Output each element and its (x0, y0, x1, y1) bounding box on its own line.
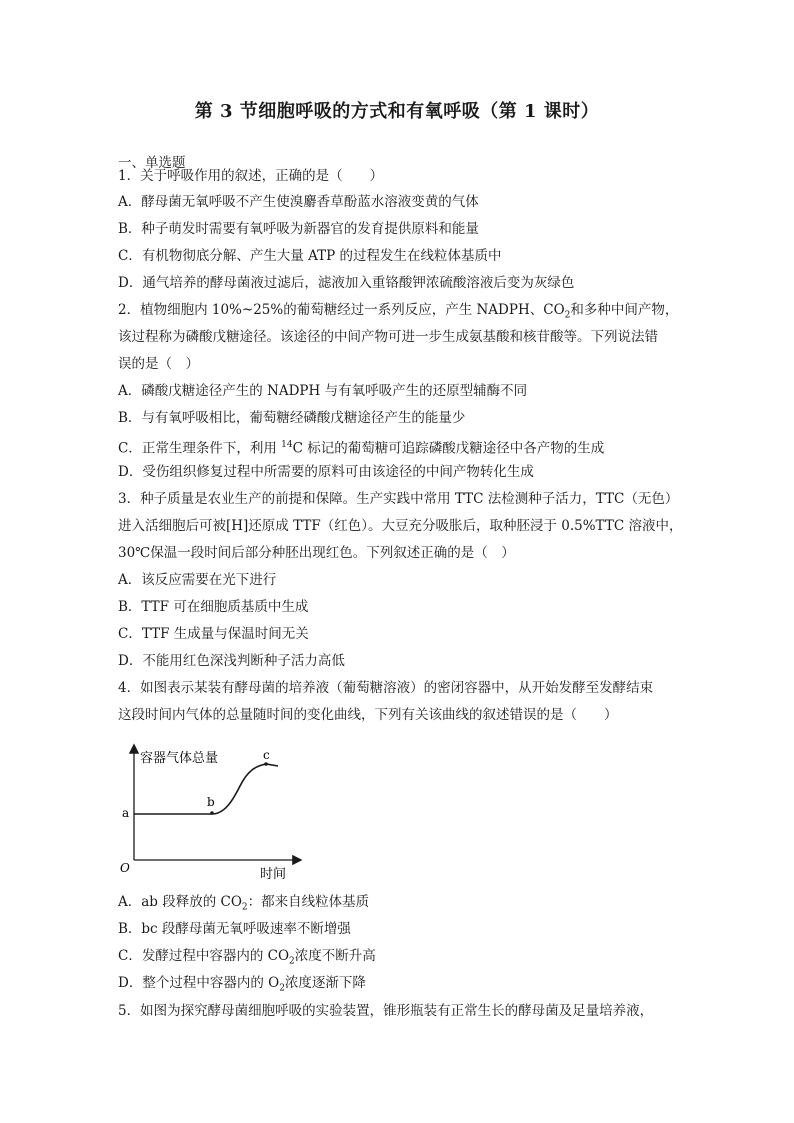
q3-stem-line2: 进入活细胞后可被[H]还原成 TTF（红色）。大豆充分吸胀后，取种胚浸于 0.5%TTC 溶液中， (118, 518, 683, 534)
section-heading: 一、单选题 (118, 155, 186, 171)
q5-stem-line1: 5．如图为探究酵母菌细胞呼吸的实验装置，锥形瓶装有正常生长的酵母菌及足量培养液， (118, 1003, 654, 1019)
q3-stem-line1: 3．种子质量是农业生产的前提和保障。生产实践中常用 TTC 法检测种子活力，TTC（无色） (118, 491, 679, 507)
q3-option-c: C．TTF 生成量与保温时间无关 (118, 626, 309, 642)
subscript: 2 (279, 983, 285, 994)
point-b-marker (210, 811, 214, 815)
point-b-label: b (207, 795, 215, 809)
q2-stem-line1 (118, 300, 678, 326)
q3-stem-line3: 30℃保温一段时间后部分种胚出现红色。下列叙述正确的是（ ） (118, 545, 515, 561)
gas-total-curve (134, 764, 278, 814)
q4-option-a-text: A．ab 段释放的 CO (118, 894, 242, 910)
q4-stem-line1: 4．如图表示某装有酵母菌的培养液（葡萄糖溶液）的密闭容器中，从开始发酵至发酵结束 (118, 680, 654, 696)
q4-option-a-text-cont: ：都来自线粒体基质 (247, 894, 370, 910)
q4-option-a (118, 892, 369, 918)
q2-option-c-text: C．正常生理条件下，利用 (118, 440, 282, 457)
q2-option-d: D．受伤组织修复过程中所需要的原料可由该途径的中间产物转化生成 (118, 464, 534, 480)
q4-option-c (118, 946, 376, 972)
point-a-label: a (122, 806, 130, 820)
q2-stem-line3: 误的是（ ） (118, 356, 199, 372)
q3-option-b: B．TTF 可在细胞质基质中生成 (118, 599, 309, 615)
superscript: 14 (281, 440, 293, 450)
q4-option-c-text-cont: 浓度不断升高 (294, 948, 376, 964)
subscript: 2 (241, 902, 248, 913)
q2-stem-text: 2．植物细胞内 10%~25%的葡萄糖经过一系列反应，产生 NADPH、CO (118, 302, 565, 318)
subscript: 2 (289, 956, 295, 967)
q4-option-d-text: D．整个过程中容器内的 O (118, 975, 280, 991)
x-axis-label: 时间 (260, 867, 287, 882)
gas-curve-svg (114, 742, 314, 882)
q2-option-c-text-cont: C 标记的葡萄糖可追踪磷酸戊糖途径中各产物的生成 (292, 440, 605, 457)
q2-option-b: B．与有氧呼吸相比，葡萄糖经磷酸戊糖途径产生的能量少 (118, 410, 466, 426)
subscript: 2 (564, 310, 571, 321)
q2-option-a: A．磷酸戊糖途径产生的 NADPH 与有氧呼吸产生的还原型辅酶不同 (118, 383, 528, 399)
q4-option-b: B．bc 段酵母菌无氧呼吸速率不断增强 (118, 921, 351, 937)
q2-option-c (118, 435, 604, 459)
q4-option-d (118, 973, 366, 999)
q3-option-a: A．该反应需要在光下进行 (118, 572, 277, 588)
origin-label: O (120, 861, 130, 875)
q4-option-d-text-cont: 浓度逐渐下降 (284, 975, 366, 991)
q1-option-b: B．种子萌发时需要有氧呼吸为新器官的发育提供原料和能量 (118, 221, 479, 237)
q1-option-d: D．通气培养的酵母菌液过滤后，滤液加入重铬酸钾浓硫酸溶液后变为灰绿色 (118, 275, 575, 291)
point-c-marker (264, 762, 268, 766)
gas-volume-figure (114, 742, 314, 882)
q2-stem-line2: 该过程称为磷酸戊糖途径。该途径的中间产物可进一步生成氨基酸和核苷酸等。下列说法错 (118, 329, 658, 345)
y-axis-label: 容器气体总量 (140, 751, 219, 766)
q3-option-d: D．不能用红色深浅判断种子活力高低 (118, 653, 345, 669)
point-c-label: c (263, 748, 270, 762)
q1-option-c: C．有机物彻底分解、产生大量 ATP 的过程发生在线粒体基质中 (118, 248, 502, 264)
q1-stem: 1．关于呼吸作用的叙述，正确的是（ ） (118, 168, 384, 184)
q4-stem-line2: 这段时间内气体的总量随时间的变化曲线，下列有关该曲线的叙述错误的是（ ） (118, 707, 618, 723)
q4-option-c-text: C．发酵过程中容器内的 CO (118, 948, 290, 964)
page-title: 第 3 节细胞呼吸的方式和有氧呼吸（第 1 课时） (194, 101, 600, 122)
q2-stem-text-cont: 和多种中间产物， (570, 302, 679, 318)
q1-option-a: A．酵母菌无氧呼吸不产生使溴麝香草酚蓝水溶液变黄的气体 (118, 194, 479, 210)
